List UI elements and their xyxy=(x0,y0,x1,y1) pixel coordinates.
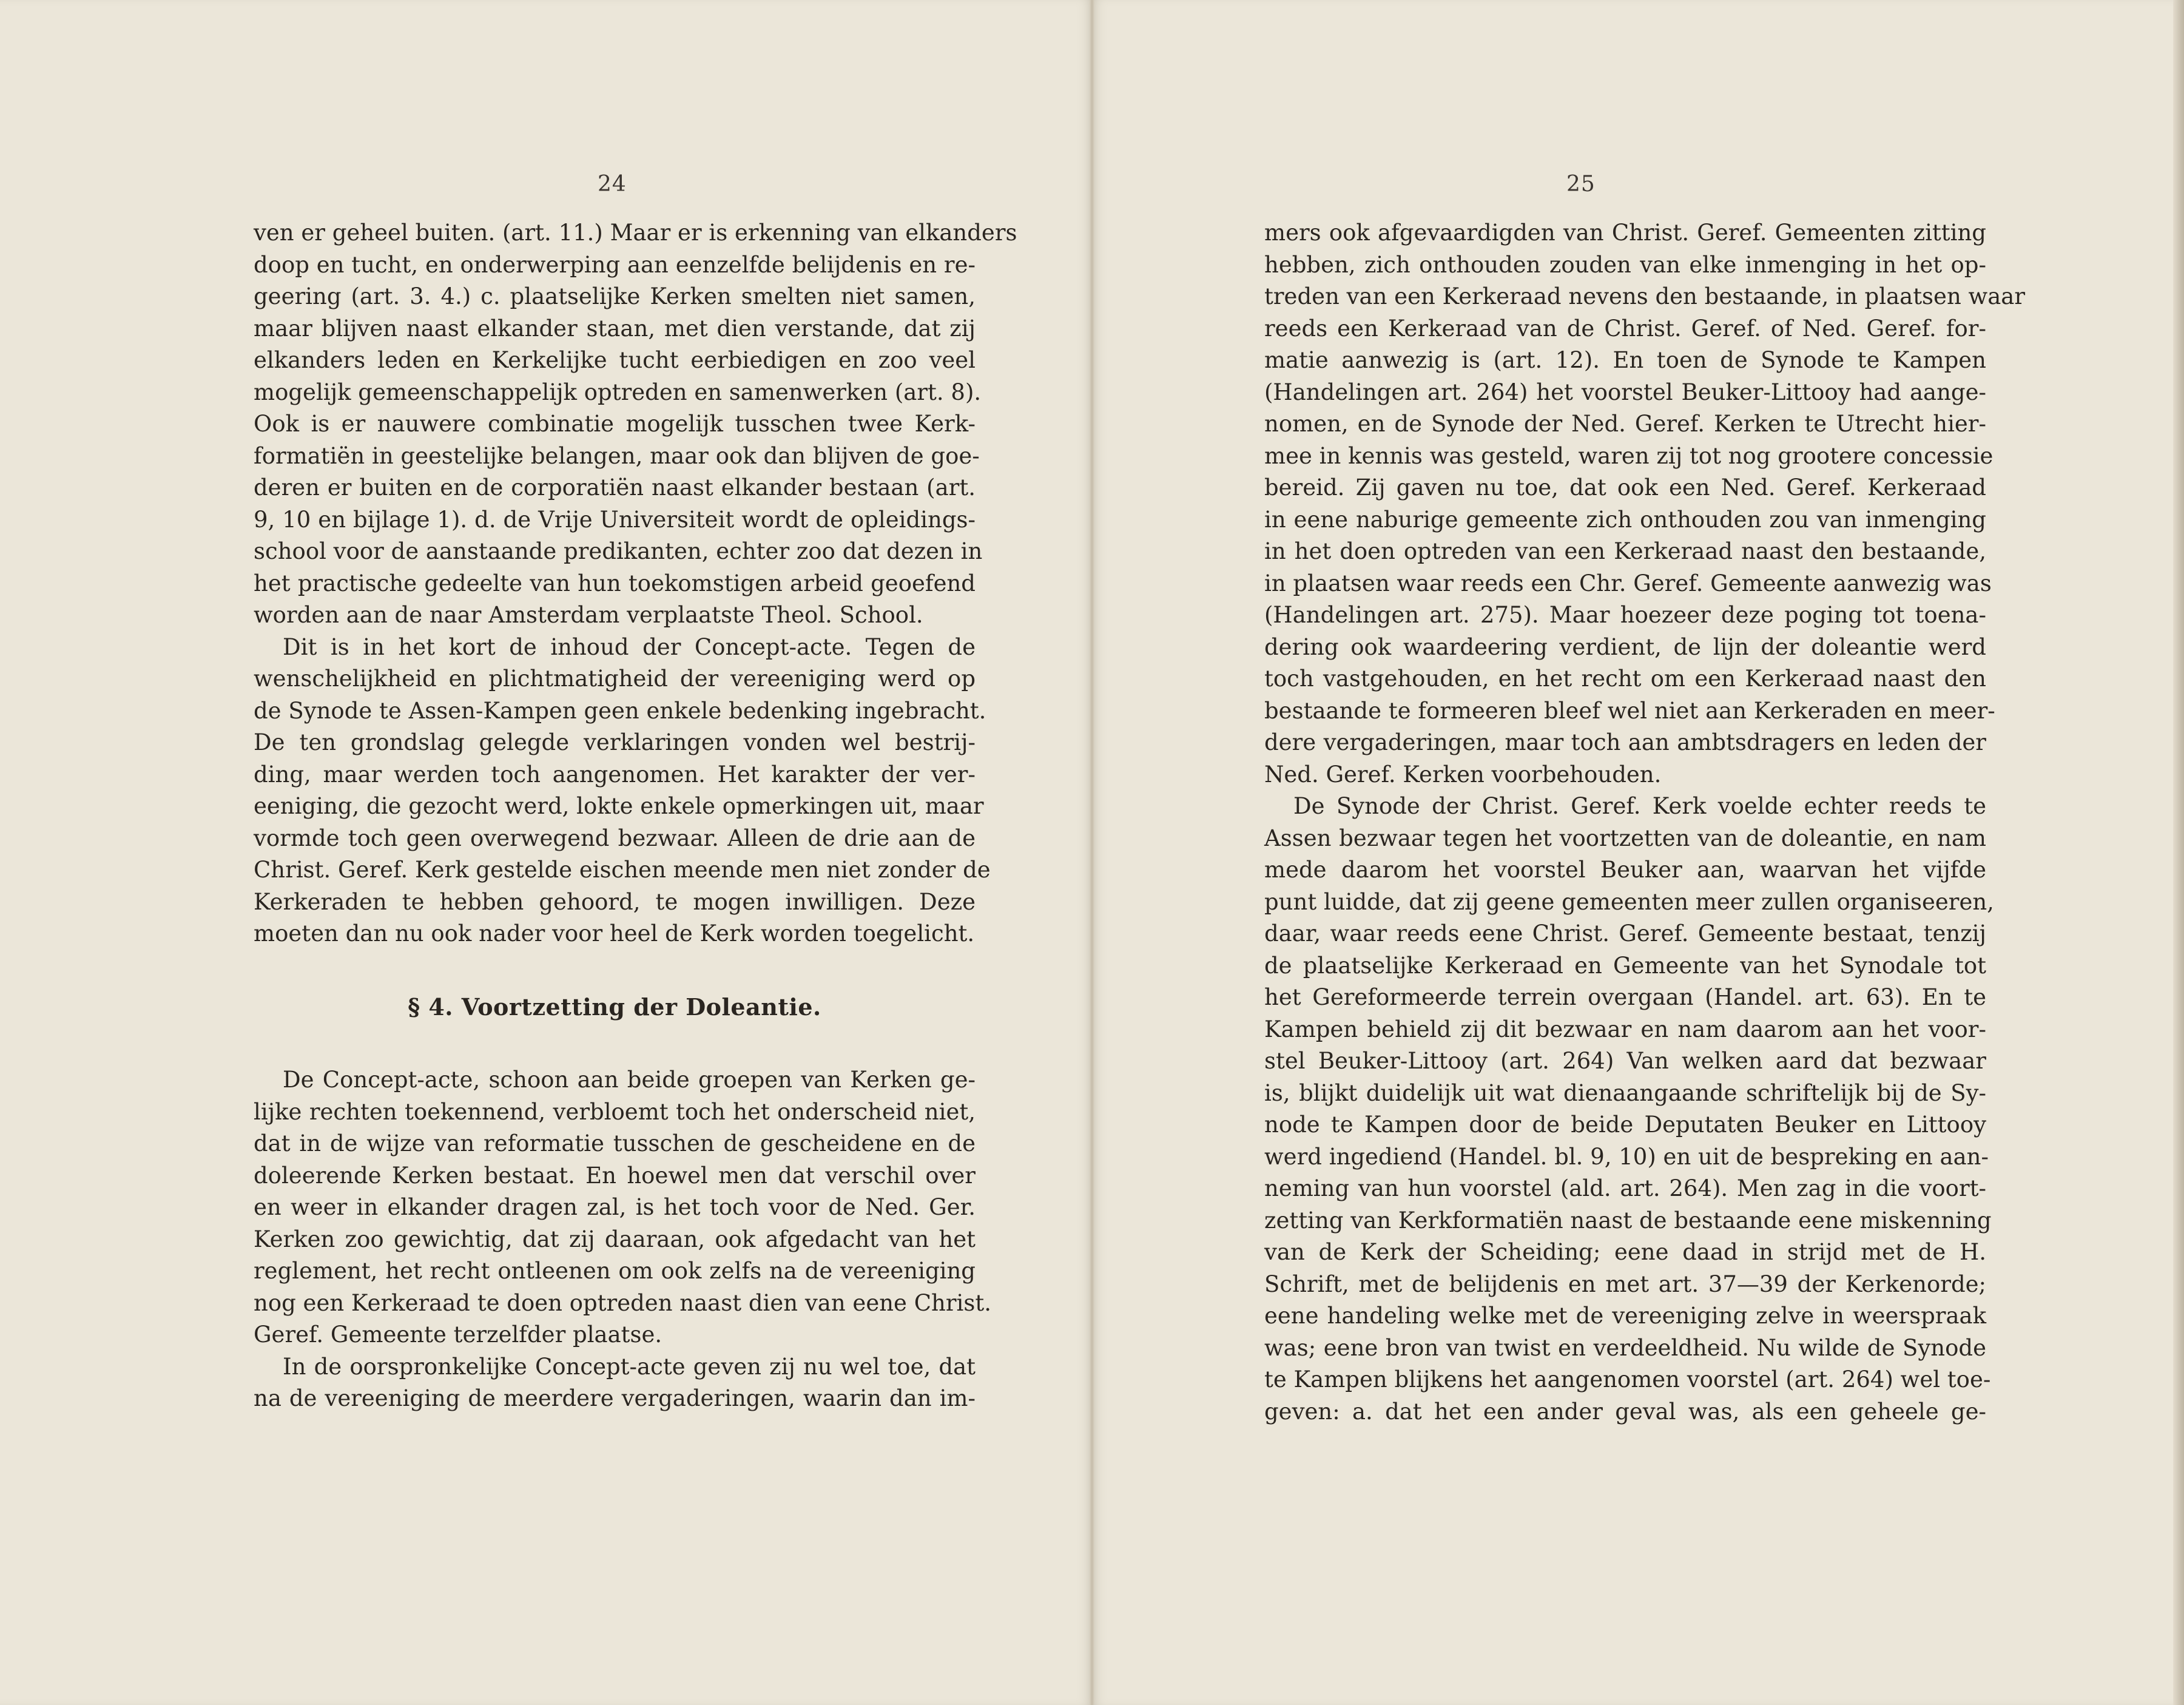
text-line: De ten grondslag gelegde verklaringen vonden wel bestrij- xyxy=(254,729,976,755)
text-line: de Synode te Assen-Kampen geen enkele bedenking ingebracht. xyxy=(254,697,986,724)
text-line: (Handelingen art. 264) het voorstel Beuker-Littooy had aange- xyxy=(1264,379,1986,405)
text-line: (Handelingen art. 275). Maar hoezeer deze poging tot toena- xyxy=(1264,602,1986,628)
text-line: mede daarom het voorstel Beuker aan, waarvan het vijfde xyxy=(1264,857,1986,883)
text-line: dat in de wijze van reformatie tusschen de gescheidene en de xyxy=(254,1130,976,1156)
text-line: daar, waar reeds eene Christ. Geref. Gemeente bestaat, tenzij xyxy=(1264,920,1986,947)
text-line: in plaatsen waar reeds een Chr. Geref. Gemeente aanwezig was xyxy=(1264,570,1992,596)
text-line: ven er geheel buiten. (art. 11.) Maar er is erkenning van elkanders xyxy=(254,220,1017,246)
text-line: eene handeling welke met de vereeniging zelve in weerspraak xyxy=(1264,1303,1986,1329)
text-line: bestaande te formeeren bleef wel niet aan Kerkeraden en meer- xyxy=(1264,697,1995,724)
text-line: doop en tucht, en onderwerping aan eenzelfde belijdenis en re- xyxy=(254,251,976,278)
paper-edge xyxy=(2173,0,2184,1705)
text-line: Ook is er nauwere combinatie mogelijk tusschen twee Kerk- xyxy=(254,411,976,437)
text-line: dering ook waardeering verdient, de lijn der doleantie werd xyxy=(1264,633,1986,660)
text-line: reeds een Kerkeraad van de Christ. Geref. of Ned. Geref. for- xyxy=(1264,315,1986,342)
text-line: maar blijven naast elkander staan, met dien verstande, dat zij xyxy=(254,315,976,342)
text-line: en weer in elkander dragen zal, is het toch voor de Ned. Ger. xyxy=(254,1194,976,1220)
text-line: Assen bezwaar tegen het voortzetten van de doleantie, en nam xyxy=(1264,825,1986,851)
text-line: zetting van Kerkformatiën naast de bestaande eene miskenning xyxy=(1264,1207,1992,1234)
text-line: formatiën in geestelijke belangen, maar ook dan blijven de goe- xyxy=(254,442,980,469)
text-line: worden aan de naar Amsterdam verplaatste Theol. School. xyxy=(254,602,923,628)
page-fold xyxy=(1090,0,1094,1705)
section-heading: § 4. Voortzetting der Doleantie. xyxy=(408,993,821,1021)
text-line: de plaatselijke Kerkeraad en Gemeente van het Synodale tot xyxy=(1264,952,1986,979)
text-line: wenschelijkheid en plichtmatigheid der vereeniging werd op xyxy=(254,666,976,692)
text-line: Kerken zoo gewichtig, dat zij daaraan, ook afgedacht van het xyxy=(254,1226,976,1252)
text-line: het practische gedeelte van hun toekomstigen arbeid geoefend xyxy=(254,570,976,596)
text-line: lijke rechten toekennend, verbloemt toch het onderscheid niet, xyxy=(254,1098,976,1125)
text-line: Christ. Geref. Kerk gestelde eischen meende men niet zonder de xyxy=(254,857,991,883)
text-line: Dit is in het kort de inhoud der Concept-acte. Tegen de xyxy=(283,633,976,660)
text-line: 9, 10 en bijlage 1). d. de Vrije Universiteit wordt de opleidings- xyxy=(254,506,976,533)
text-line: werd ingediend (Handel. bl. 9, 10) en uit de bespreking en aan- xyxy=(1264,1143,1989,1170)
right-page-text xyxy=(1264,217,2026,1428)
text-line: in het doen optreden van een Kerkeraad naast den bestaande, xyxy=(1264,538,1986,564)
left-page-text xyxy=(254,217,1017,1415)
text-line: toch vastgehouden, en het recht om een Kerkeraad naast den xyxy=(1264,666,1986,692)
text-line: nomen, en de Synode der Ned. Geref. Kerken te Utrecht hier- xyxy=(1264,411,1986,437)
text-line: nog een Kerkeraad te doen optreden naast dien van eene Christ. xyxy=(254,1289,991,1316)
text-line: deren er buiten en de corporatiën naast elkander bestaan (art. xyxy=(254,474,976,501)
text-line: te Kampen blijkens het aangenomen voorstel (art. 264) wel toe- xyxy=(1264,1366,1991,1393)
text-line: treden van een Kerkeraad nevens den bestaande, in plaatsen waar xyxy=(1264,283,2026,309)
text-line: in eene naburige gemeente zich onthouden zou van inmenging xyxy=(1264,506,1986,533)
text-line: Schrift, met de belijdenis en met art. 37—39 der Kerkenorde; xyxy=(1264,1271,1986,1297)
text-line: moeten dan nu ook nader voor heel de Kerk worden toegelicht. xyxy=(254,920,975,947)
paragraph xyxy=(254,1351,976,1415)
text-line: mogelijk gemeenschappelijk optreden en samenwerken (art. 8). xyxy=(254,379,982,405)
text-line: matie aanwezig is (art. 12). En toen de Synode te Kampen xyxy=(1264,347,1986,373)
text-line: geven: a. dat het een ander geval was, als een geheele ge- xyxy=(1264,1398,1986,1425)
paragraph xyxy=(254,1064,991,1351)
text-line: geering (art. 3. 4.) c. plaatselijke Kerken smelten niet samen, xyxy=(254,283,976,309)
text-line: mee in kennis was gesteld, waren zij tot nog grootere concessie xyxy=(1264,442,1994,469)
text-line: was; eene bron van twist en verdeeldheid. Nu wilde de Synode xyxy=(1264,1334,1986,1361)
text-line: Ned. Geref. Kerken voorbehouden. xyxy=(1264,761,1662,788)
paragraph xyxy=(254,217,1017,632)
text-line: De Concept-acte, schoon aan beide groepen van Kerken ge- xyxy=(283,1067,976,1093)
text-line: De Synode der Christ. Geref. Kerk voelde echter reeds te xyxy=(1293,793,1986,819)
text-line: eeniging, die gezocht werd, lokte enkele opmerkingen uit, maar xyxy=(254,793,984,819)
text-line: punt luidde, dat zij geene gemeenten meer zullen organiseeren, xyxy=(1264,888,1994,915)
text-line: reglement, het recht ontleenen om ook zelfs na de vereeniging xyxy=(254,1258,976,1284)
paragraph xyxy=(254,632,991,950)
text-line: vormde toch geen overwegend bezwaar. Alleen de drie aan de xyxy=(254,825,976,851)
text-line: hebben, zich onthouden zouden van elke inmenging in het op- xyxy=(1264,251,1986,278)
text-line: school voor de aanstaande predikanten, echter zoo dat dezen in xyxy=(254,538,983,564)
text-line: Kerkeraden te hebben gehoord, te mogen inwilligen. Deze xyxy=(254,888,976,915)
paragraph xyxy=(1264,217,2026,791)
text-line: Geref. Gemeente terzelfder plaatse. xyxy=(254,1322,662,1348)
text-line: node te Kampen door de beide Deputaten Beuker en Littooy xyxy=(1264,1112,1986,1138)
paragraph xyxy=(1264,791,1994,1428)
text-line: ding, maar werden toch aangenomen. Het karakter der ver- xyxy=(254,761,976,788)
text-line: stel Beuker-Littooy (art. 264) Van welken aard dat bezwaar xyxy=(1264,1048,1986,1074)
text-line: dere vergaderingen, maar toch aan ambtsdragers en leden der xyxy=(1264,729,1986,755)
text-line: mers ook afgevaardigden van Christ. Geref. Gemeenten zitting xyxy=(1264,220,1986,246)
text-line: na de vereeniging de meerdere vergaderingen, waarin dan im- xyxy=(254,1385,976,1411)
text-line: elkanders leden en Kerkelijke tucht eerbiedigen en zoo veel xyxy=(254,347,976,373)
text-line: neming van hun voorstel (ald. art. 264). Men zag in die voort- xyxy=(1264,1175,1986,1201)
text-line: is, blijkt duidelijk uit wat dienaangaande schriftelijk bij de Sy- xyxy=(1264,1079,1986,1106)
page-number-left: 24 xyxy=(598,172,627,197)
text-line: van de Kerk der Scheiding; eene daad in strijd met de H. xyxy=(1264,1239,1986,1265)
text-line: In de oorspronkelijke Concept-acte geven zij nu wel toe, dat xyxy=(283,1353,976,1380)
right-page xyxy=(1092,0,2184,1705)
page-number-right: 25 xyxy=(1566,172,1596,197)
text-line: doleerende Kerken bestaat. En hoewel men dat verschil over xyxy=(254,1162,976,1189)
text-line: het Gereformeerde terrein overgaan (Handel. art. 63). En te xyxy=(1264,984,1986,1010)
text-line: Kampen behield zij dit bezwaar en nam daarom aan het voor- xyxy=(1264,1016,1986,1042)
text-line: bereid. Zij gaven nu toe, dat ook een Ned. Geref. Kerkeraad xyxy=(1264,474,1986,501)
